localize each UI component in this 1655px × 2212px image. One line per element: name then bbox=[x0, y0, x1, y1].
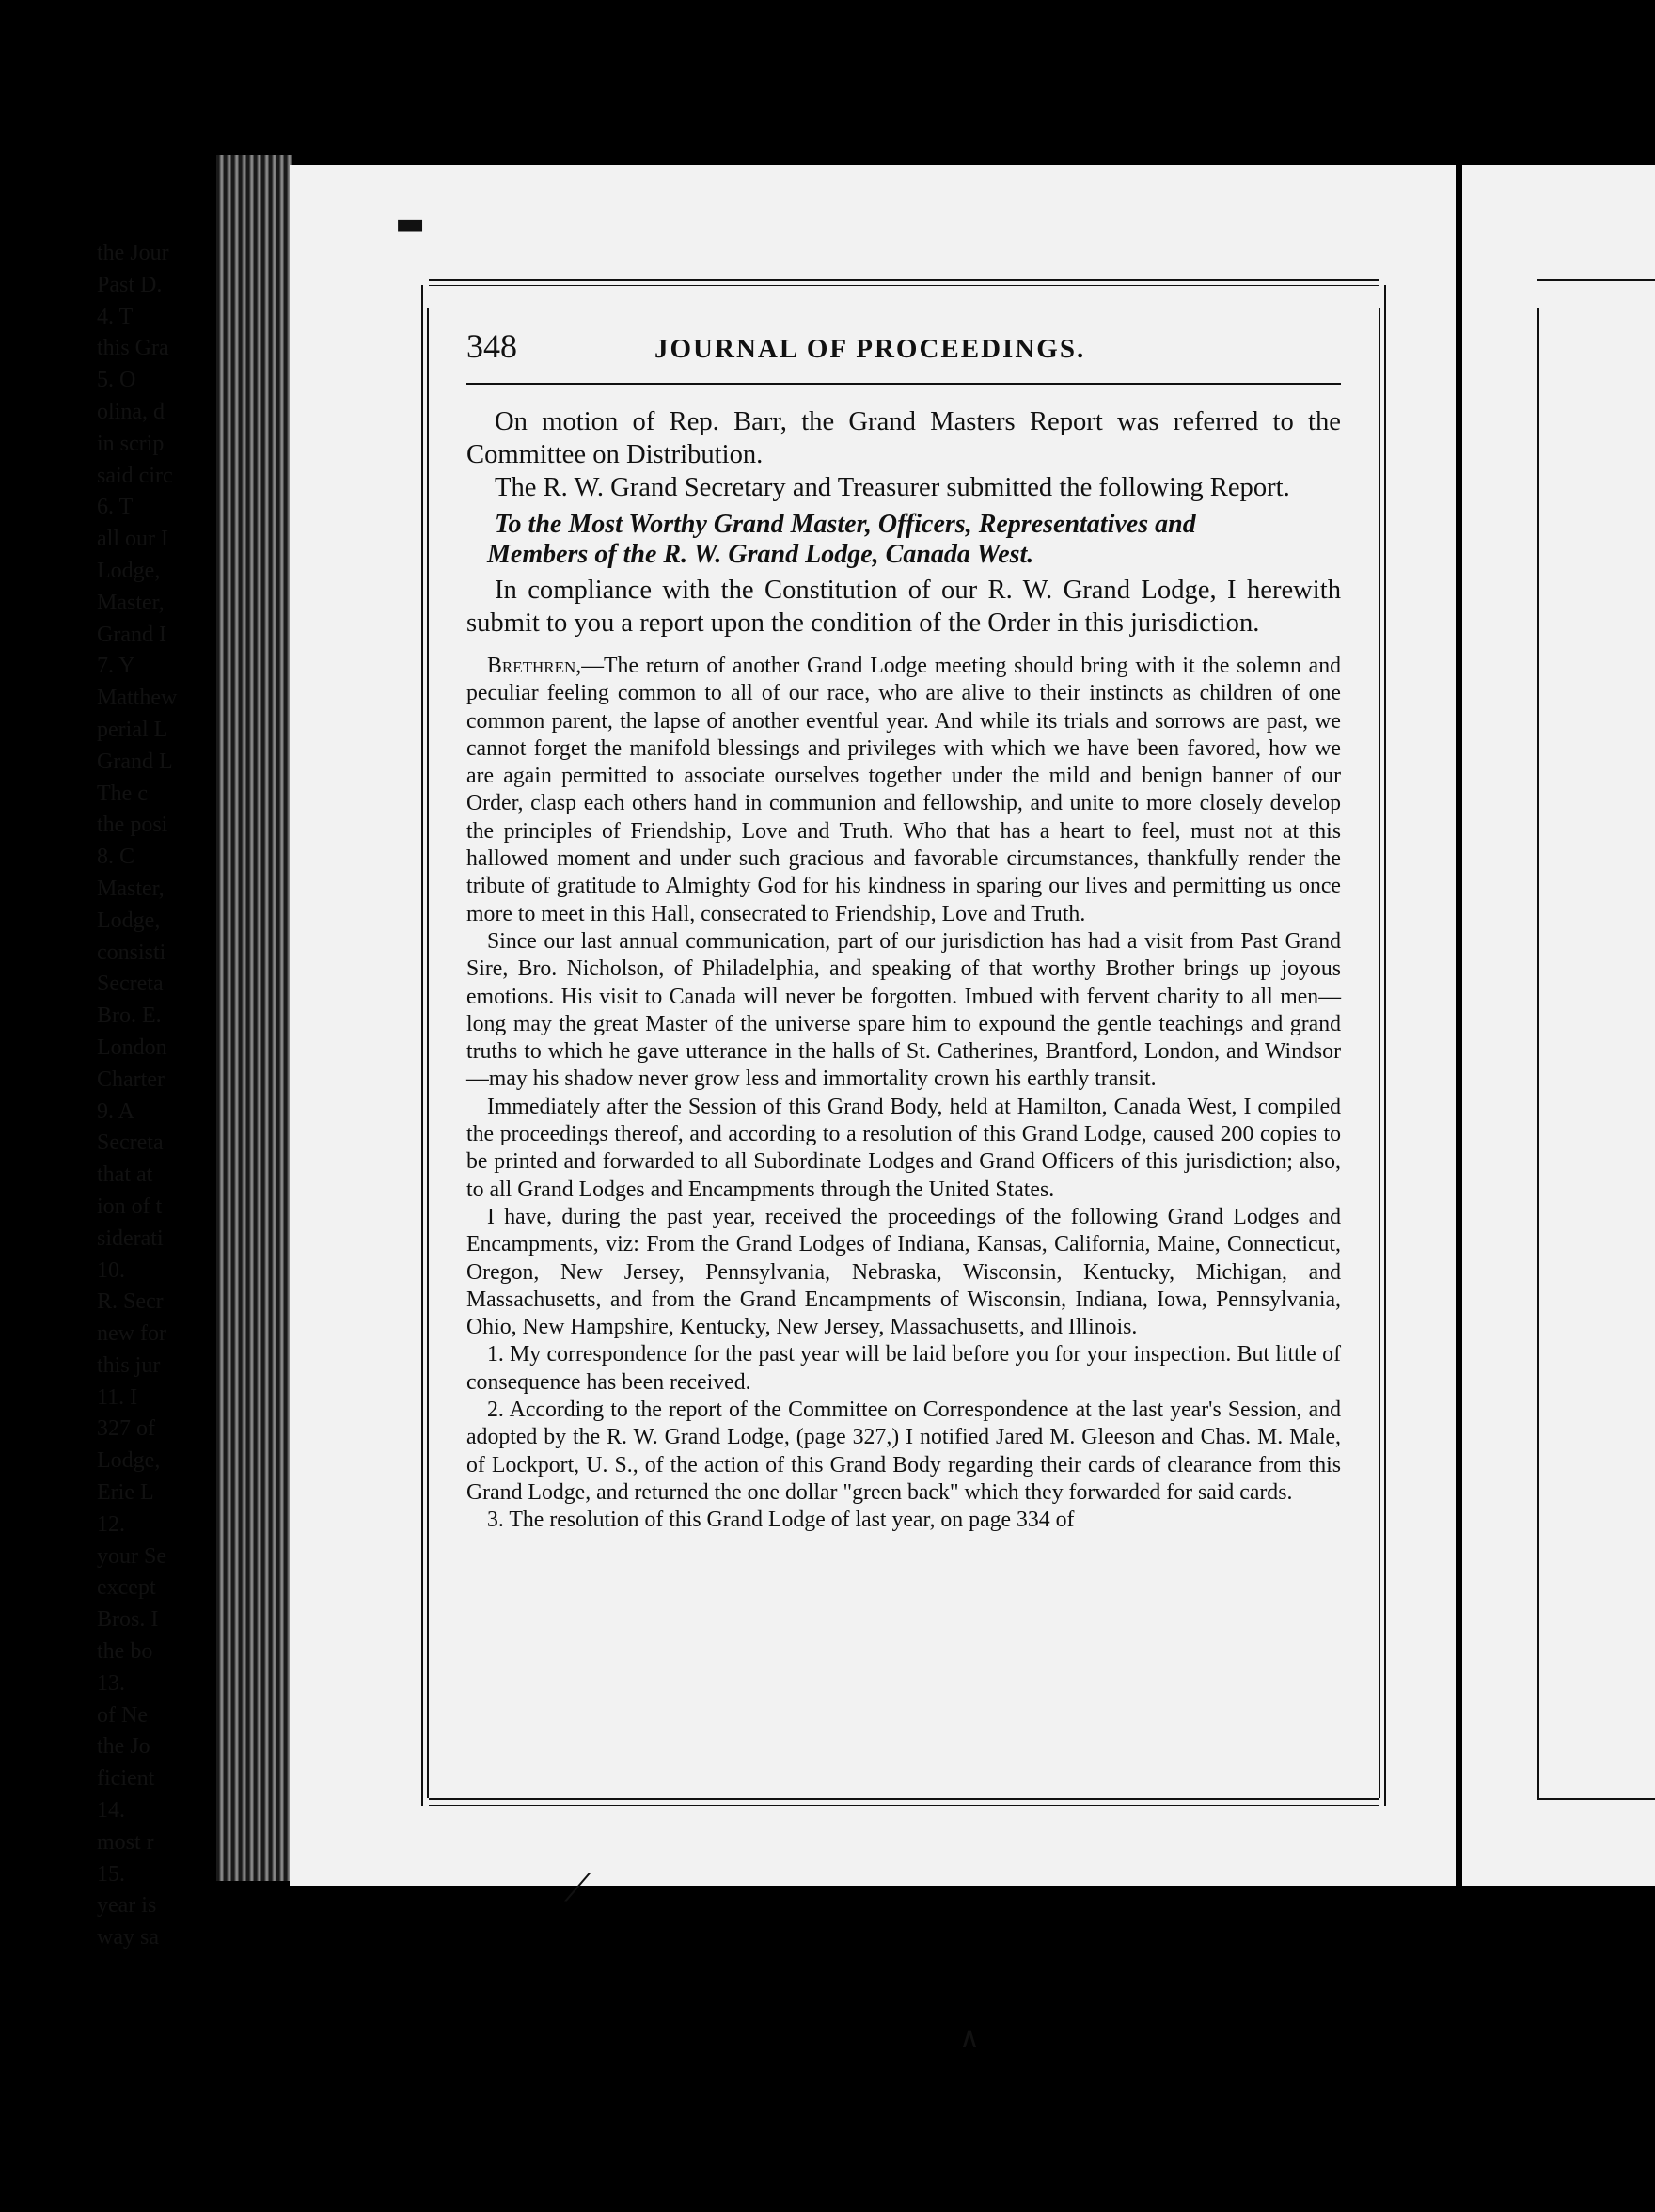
adjacent-page-line: olina, d bbox=[97, 399, 165, 424]
adjacent-page-line: Lodge, bbox=[97, 558, 161, 583]
book-spine-edge bbox=[216, 155, 292, 1881]
paragraph-compliance: In compliance with the Constitution of our R. W. Grand Lodge, I herewith submit to you a report upon the condition of the Order in this jurisdiction. bbox=[466, 576, 1341, 638]
running-header bbox=[466, 326, 1341, 385]
scan-mark-bottom-center: ∧ bbox=[959, 2022, 980, 2055]
adjacent-page-line: R. Secr bbox=[97, 1289, 164, 1315]
paragraph-motion: On motion of Rep. Barr, the Grand Masters Report was referred to the Committee on Distribution. bbox=[466, 407, 1341, 469]
adjacent-page-line: Secreta bbox=[97, 972, 164, 997]
adjacent-page-line: siderati bbox=[97, 1225, 164, 1251]
adjacent-page-line: perial L bbox=[97, 717, 168, 742]
running-title: JOURNAL OF PROCEEDINGS. bbox=[654, 334, 1086, 364]
adjacent-page-line: Past D. bbox=[97, 272, 163, 297]
frame-side-left-outer bbox=[421, 285, 423, 1806]
adjacent-page-line: 6. T bbox=[97, 495, 134, 520]
adjacent-page-line: Matthew bbox=[97, 686, 178, 711]
adjacent-frame-side bbox=[1537, 308, 1539, 1798]
adjacent-page-line: the bo bbox=[97, 1639, 153, 1665]
adjacent-page-line: 15. bbox=[97, 1861, 125, 1887]
adjacent-page-line: way sa bbox=[97, 1925, 159, 1951]
page-content bbox=[466, 326, 1341, 1535]
frame-rule-top-outer bbox=[429, 279, 1379, 281]
adjacent-page-line: Grand L bbox=[97, 749, 173, 774]
adjacent-page-line: 14. bbox=[97, 1798, 125, 1824]
adjacent-page-text bbox=[97, 238, 193, 1954]
report-address bbox=[466, 510, 1341, 570]
adjacent-frame-rule-top bbox=[1537, 279, 1655, 281]
adjacent-page-line: 13. bbox=[97, 1670, 125, 1696]
adjacent-page-line: the Jo bbox=[97, 1734, 150, 1760]
adjacent-page-line: new for bbox=[97, 1321, 166, 1347]
adjacent-page-line: 4. T bbox=[97, 304, 134, 329]
adjacent-page-line: Lodge, bbox=[97, 908, 161, 933]
adjacent-page-line: the Jour bbox=[97, 241, 169, 265]
frame-side-right-inner bbox=[1379, 308, 1380, 1798]
adjacent-page-line: The c bbox=[97, 781, 148, 806]
adjacent-page-line: Lodge, bbox=[97, 1448, 161, 1474]
frame-side-right-outer bbox=[1384, 285, 1386, 1806]
frame-rule-top-inner bbox=[429, 285, 1379, 286]
adjacent-page-line: Secreta bbox=[97, 1130, 164, 1156]
address-line-1: To the Most Worthy Grand Master, Officers, Representatives and bbox=[495, 510, 1196, 539]
adjacent-page-line: 11. I bbox=[97, 1384, 138, 1410]
adjacent-page-line: 7. Y bbox=[97, 654, 135, 679]
adjacent-page-line: ion of t bbox=[97, 1193, 163, 1219]
item-3-resolution: 3. The resolution of this Grand Lodge of last year, on page 334 of bbox=[487, 1508, 1075, 1533]
ink-smudge-top: ▬ bbox=[395, 205, 426, 243]
adjacent-page-fragment bbox=[1462, 165, 1655, 1886]
adjacent-page-line: of Ne bbox=[97, 1702, 148, 1728]
adjacent-page-line: consisti bbox=[97, 940, 166, 965]
adjacent-page-line: year is bbox=[97, 1893, 157, 1919]
adjacent-page-line: this Gra bbox=[97, 336, 169, 361]
adjacent-page-line: all our I bbox=[97, 527, 168, 552]
adjacent-page-line: 12. bbox=[97, 1511, 125, 1537]
paragraph-report-submitted: The R. W. Grand Secretary and Treasurer submitted the following Report. bbox=[495, 473, 1290, 502]
page-number: 348 bbox=[466, 327, 517, 365]
adjacent-frame-rule-bottom bbox=[1537, 1798, 1655, 1800]
adjacent-page-line: 9. A bbox=[97, 1098, 135, 1124]
paragraph-brethren: Brethren,—The return of another Grand Lodge meeting should bring with it the solemn and peculiar feeling common to all of our race, who are alive to their instincts as children of one common parent, the lapse of another eventful year. And while its trials and sorrows are past, we cannot forget the manifold blessings and privileges with which we have been favored, how we are again permitted to associate ourselves together under the mild and benign banner of our Order, clasp each others hand in communion and fellowship, and unite to more closely develop the principles of Friendship, Love and Truth. Who that has a heart to feel, must not at this hallowed moment and under such gracious and favorable circumstances, thankfully render the tribute of gratitude to Almighty God for his kindness in sparing our lives and permitting us once more to meet in this Hall, consecrated to Friendship, Love and Truth. bbox=[466, 654, 1341, 926]
adjacent-page-line: in scrip bbox=[97, 431, 165, 456]
paragraph-proceedings-received: I have, during the past year, received the proceedings of the following Grand Lodges and Encampments, viz: From the Grand Lodges of Indiana, Kansas, California, Maine, Connecticut, Oregon, New Jersey, Pennsylvania, Nebraska, Wisconsin, Kentucky, Michigan, and Massachusetts, and from the Grand Encampments of Wisconsin, Indiana, Iowa, Pennsylvania, Ohio, New Hampshire, Kentucky, New Jersey, Massachusetts, and Illinois. bbox=[466, 1204, 1341, 1340]
adjacent-page-line: Master, bbox=[97, 590, 165, 615]
adjacent-page-frame bbox=[1462, 308, 1655, 1798]
adjacent-page-line: 8. C bbox=[97, 845, 135, 870]
adjacent-page-line: your Se bbox=[97, 1543, 166, 1569]
adjacent-page-line: Grand I bbox=[97, 622, 166, 647]
adjacent-page-line: this jur bbox=[97, 1352, 161, 1378]
frame-rule-bottom-inner bbox=[429, 1798, 1379, 1800]
adjacent-page-line: except bbox=[97, 1575, 156, 1601]
adjacent-page-line: London bbox=[97, 1035, 167, 1060]
item-2-committee-report: 2. According to the report of the Committee on Correspondence at the last year's Session, and adopted by the R. W. Grand Lodge, (page 327,) I notified Jared M. Gleeson and Chas. M. Male, of Lockport, U. S., of the action of this Grand Body regarding their cards of clearance from this Grand Lodge, and returned the one dollar "green back" which they forwarded for said cards. bbox=[466, 1398, 1341, 1505]
adjacent-page-line: 10. bbox=[97, 1257, 125, 1283]
adjacent-page-line: Bro. E. bbox=[97, 1003, 162, 1029]
adjacent-page-line: the posi bbox=[97, 813, 168, 838]
brethren-lead: Brethren, bbox=[487, 654, 582, 678]
paragraph-session: Immediately after the Session of this Grand Body, held at Hamilton, Canada West, I compiled the proceedings thereof, and according to a resolution of this Grand Lodge, caused 200 copies to be printed and forwarded to all Subordinate Lodges and Grand Officers of this jurisdiction; also, to all Grand Lodges and Encampments through the United States. bbox=[466, 1094, 1341, 1202]
adjacent-page-line: 5. O bbox=[97, 368, 136, 393]
adjacent-page-line: Erie L bbox=[97, 1480, 154, 1506]
adjacent-page-line: said circ bbox=[97, 463, 173, 488]
adjacent-page-line: Charter bbox=[97, 1066, 165, 1092]
frame-side-left-inner bbox=[427, 308, 429, 1798]
adjacent-page-line: most r bbox=[97, 1829, 154, 1855]
paragraph-visit: Since our last annual communication, part of our jurisdiction has had a visit from Past Grand Sire, Bro. Nicholson, of Philadelphia, and speaking of that worthy Brother brings up joyous emotions. His visit to Canada will never be forgotten. Imbued with fervent charity to all men—long may the great Master of the universe spare him to expound the gentle teachings and grand truths to which he gave utterance in the halls of St. Catherines, Brantford, London, and Windsor—may his shadow never grow less and immortality crown his earthly transit. bbox=[466, 928, 1341, 1092]
address-line-2: Members of the R. W. Grand Lodge, Canada West. bbox=[487, 540, 1034, 569]
adjacent-page-line: Bros. I bbox=[97, 1607, 159, 1633]
adjacent-page-line: ficient bbox=[97, 1766, 155, 1792]
adjacent-page-line: Master, bbox=[97, 876, 165, 901]
frame-rule-bottom-outer bbox=[429, 1805, 1379, 1806]
page-frame bbox=[429, 308, 1379, 1798]
left-page bbox=[290, 165, 1456, 1886]
adjacent-page-line: that at bbox=[97, 1162, 153, 1188]
scan-mark-bottom-left: ⟋ bbox=[564, 1867, 591, 1910]
adjacent-page-line: 327 of bbox=[97, 1416, 155, 1442]
item-1-correspondence: 1. My correspondence for the past year will be laid before you for your inspection. But little of consequence has been received. bbox=[466, 1342, 1341, 1395]
